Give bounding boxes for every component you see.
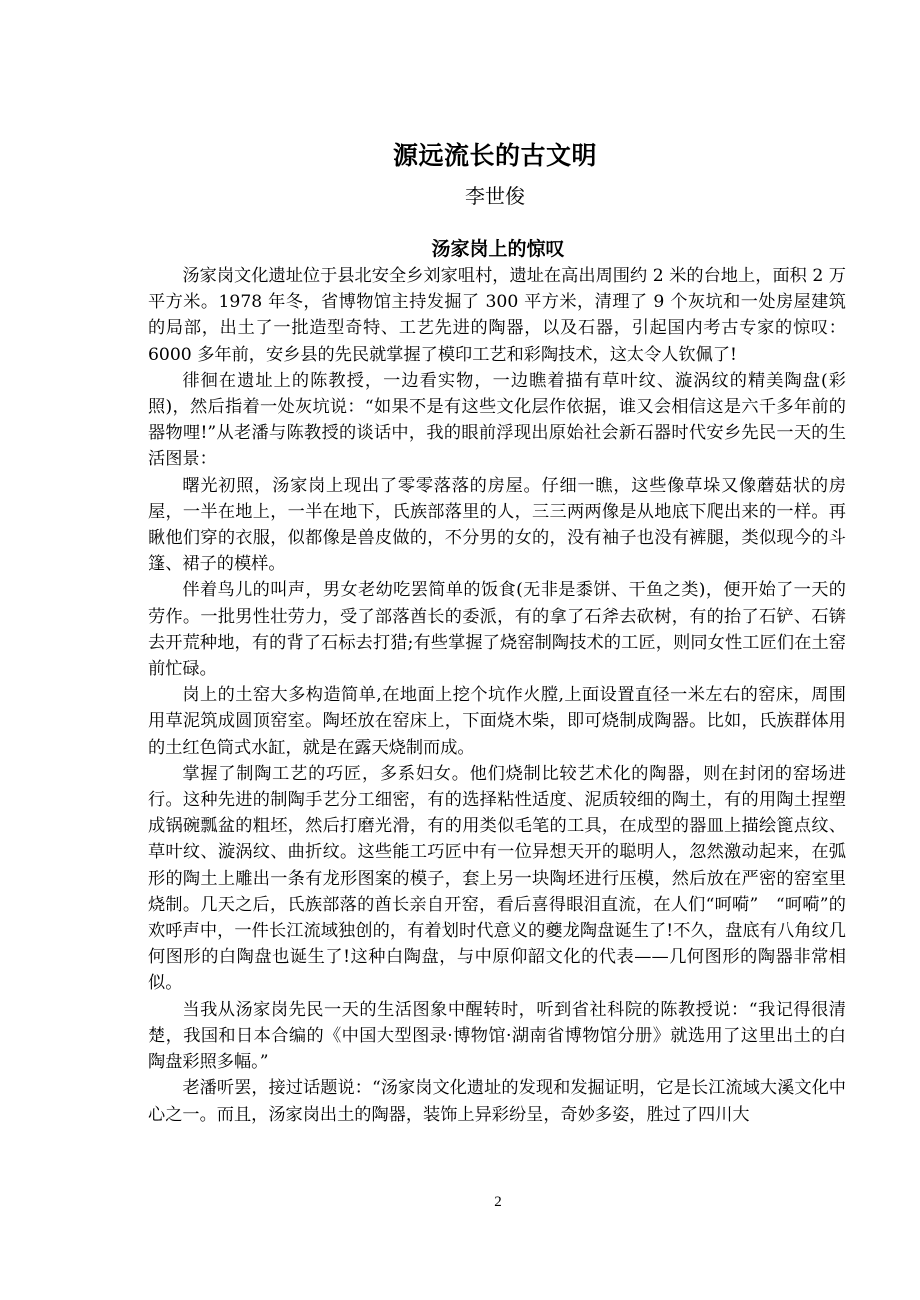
document-title: 源远流长的古文明 bbox=[392, 141, 597, 170]
paragraph: 当我从汤家岗先民一天的生活图象中醒转时，听到省社科院的陈教授说：“我记得很清楚，我国和日本合编的《中国大型图录·博物馆·湖南省博物馆分册》就选用了这里出土的白陶盘彩照多幅。” bbox=[148, 999, 846, 1073]
paragraph: 掌握了制陶工艺的巧匠，多系妇女。他们烧制比较艺术化的陶器，则在封闭的窑场进行。这种先进的制陶手艺分工细密，有的选择粘性适度、泥质较细的陶土，有的用陶土捏塑成锅碗瓢盆的粗坯，然后打磨光滑，有的用类似毛笔的工具，在成型的器皿上描绘篦点纹、草叶纹、漩涡纹、曲折纹。这些能工巧匠中有一位异想天开的聪明人，忽然激动起来，在弧形的陶土上雕出一条有龙形图案的模子，套上另一块陶坯进行压模，然后放在严密的窑室里烧制。几天之后，氏族部落的酋长亲自开窑，看后喜得眼泪直流，在人们“呵嗬” “呵嗬”的欢呼声中，一件长江流域独创的，有着划时代意义的夔龙陶盘诞生了!不久，盘底有八角纹几何图形的白陶盘也诞生了!这种白陶盘，与中原仰韶文化的代表——几何图形的陶器非常相似。 bbox=[148, 763, 846, 994]
paragraph: 岗上的土窑大多构造简单,在地面上挖个坑作火膛,上面设置直径一米左右的窑床，周围用草泥筑成圆顶窑室。陶坯放在窑床上，下面烧木柴，即可烧制成陶器。比如，氏族群体用的土红色筒式水缸，就是在露天烧制而成。 bbox=[148, 685, 846, 758]
paragraph: 老潘听罢，接过话题说：“汤家岗文化遗址的发现和发掘证明，它是长江流域大溪文化中心之一。而且，汤家岗出土的陶器，装饰上异彩纷呈，奇妙多姿，胜过了四川大 bbox=[148, 1078, 846, 1125]
author-name: 李世俊 bbox=[465, 184, 525, 208]
page-number: 2 bbox=[494, 1194, 502, 1210]
article-body bbox=[148, 263, 846, 1128]
paragraph: 汤家岗文化遗址位于县北安全乡刘家咀村，遗址在高出周围约 2 米的台地上，面积 2 万平方米。1978 年冬，省博物馆主持发掘了 300 平方米，清理了 9 个灰坑和一处房屋建筑的局部，出土了一批造型奇特、工艺先进的陶器，以及石器，引起国内考古专家的惊叹：6000 多年前，安乡县的先民就掌握了模印工艺和彩陶技术，这太令人钦佩了! bbox=[148, 266, 846, 365]
paragraph: 曙光初照，汤家岗上现出了零零落落的房屋。仔细一瞧，这些像草垛又像蘑菇状的房屋，一半在地上，一半在地下，氏族部落里的人，三三两两像是从地底下爬出来的一样。再瞅他们穿的衣服，似都像是兽皮做的，不分男的女的，没有袖子也没有裤腿，类似现今的斗篷、裙子的模样。 bbox=[148, 475, 846, 575]
section-heading: 汤家岗上的惊叹 bbox=[431, 238, 565, 260]
paragraph: 伴着鸟儿的叫声，男女老幼吃罢简单的饭食(无非是黍饼、干鱼之类)，便开始了一天的劳作。一批男性壮劳力，受了部落酋长的委派，有的拿了石斧去砍树，有的抬了石铲、石锛去开荒种地，有的背了石标去打猎;有些掌握了烧窑制陶技术的工匠，则同女性工匠们在土窑前忙碌。 bbox=[148, 580, 846, 680]
paragraph: 徘徊在遗址上的陈教授，一边看实物，一边瞧着描有草叶纹、漩涡纹的精美陶盘(彩照)，然后指着一处灰坑说：“如果不是有这些文化层作依据，谁又会相信这是六千多年前的器物哩!”从老潘与陈教授的谈话中，我的眼前浮现出原始社会新石器时代安乡先民一天的生活图景： bbox=[148, 370, 846, 470]
